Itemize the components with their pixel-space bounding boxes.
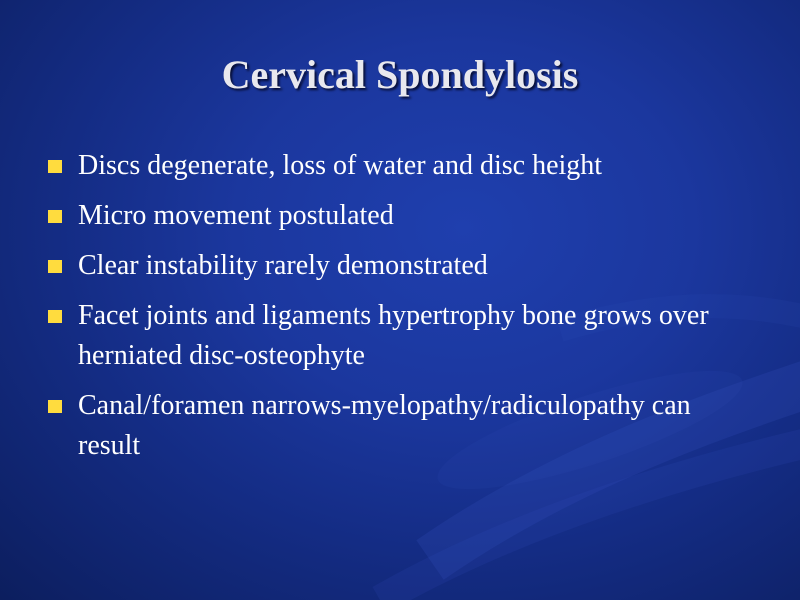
bullet-text: Micro movement postulated	[78, 200, 394, 231]
square-bullet-icon	[48, 400, 62, 413]
bullet-item	[48, 386, 748, 466]
slide-title: Cervical Spondylosis	[221, 52, 579, 97]
bullet-item	[48, 296, 748, 376]
bullet-text: Discs degenerate, loss of water and disc height	[78, 150, 603, 181]
square-bullet-icon	[48, 160, 62, 173]
bullet-text: Facet joints and ligaments hypertrophy bone grows over herniated disc-osteophyte	[78, 300, 709, 371]
bullet-item	[48, 196, 748, 236]
bullet-list	[48, 146, 748, 476]
square-bullet-icon	[48, 210, 62, 223]
bullet-text: Clear instability rarely demonstrated	[78, 250, 488, 281]
square-bullet-icon	[48, 310, 62, 323]
bullet-text: Canal/foramen narrows-myelopathy/radiculopathy can result	[78, 390, 691, 461]
bullet-item	[48, 146, 748, 186]
bullet-item	[48, 246, 748, 286]
square-bullet-icon	[48, 260, 62, 273]
